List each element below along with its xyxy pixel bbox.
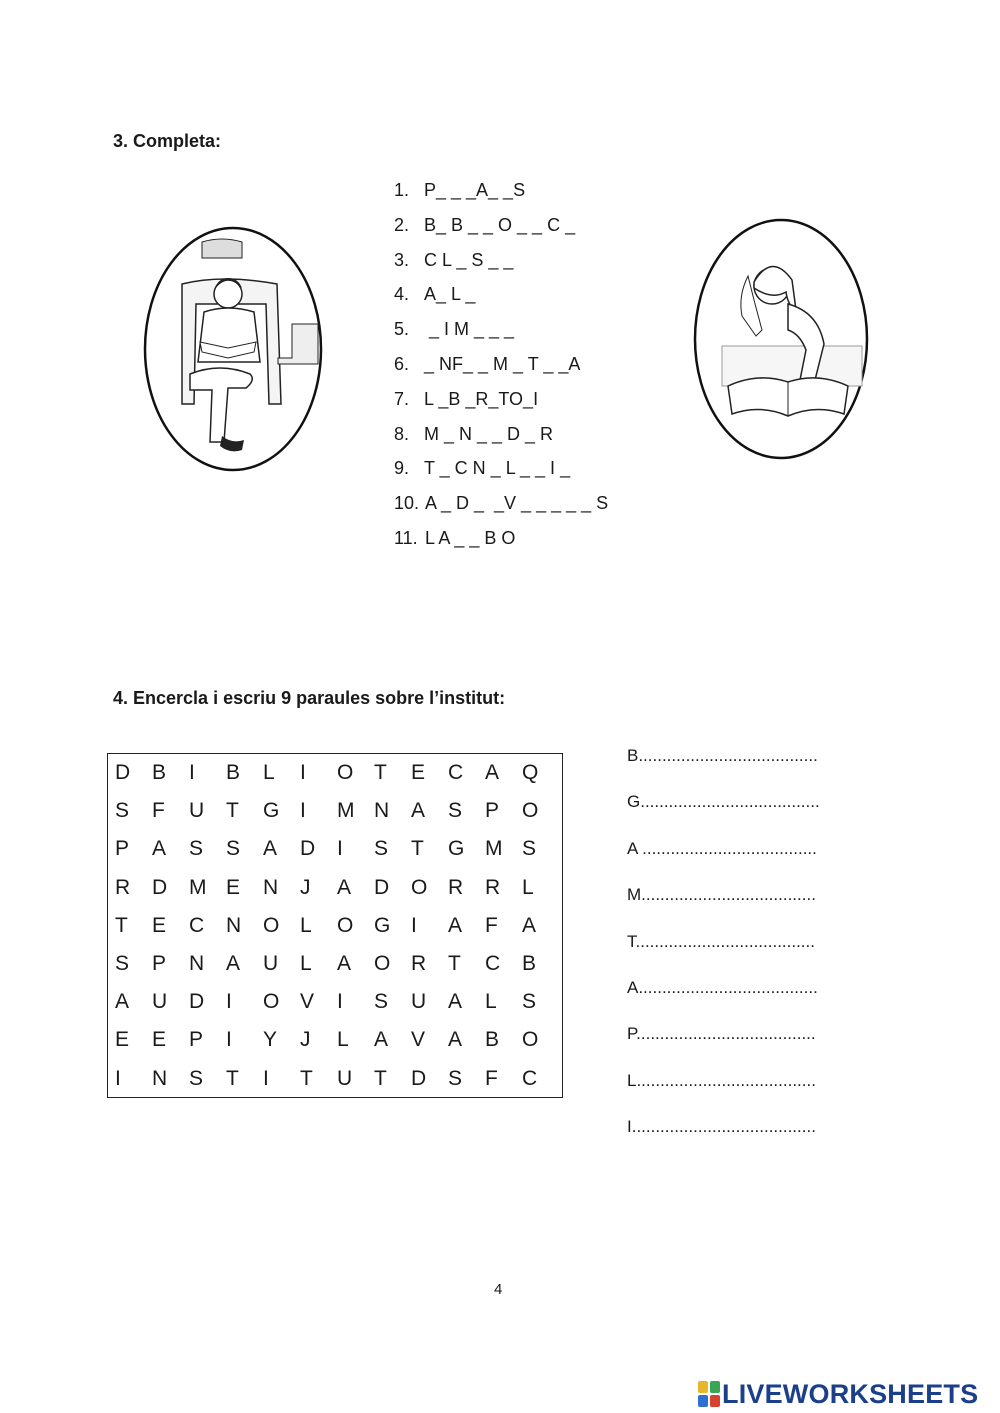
grid-cell[interactable]: I bbox=[337, 837, 343, 861]
grid-cell[interactable]: A bbox=[522, 913, 537, 937]
grid-cell[interactable]: N bbox=[374, 799, 390, 823]
grid-cell[interactable]: O bbox=[263, 913, 280, 937]
list-item bbox=[394, 177, 608, 212]
grid-cell[interactable]: N bbox=[226, 913, 242, 937]
clue-text: P_ _ _A_ _S bbox=[424, 180, 526, 200]
grid-cell[interactable]: O bbox=[522, 799, 539, 823]
clue-text: _ I M _ _ _ bbox=[424, 319, 515, 340]
grid-cell[interactable]: B bbox=[226, 761, 241, 785]
grid-cell[interactable]: J bbox=[300, 1028, 311, 1052]
grid-cell[interactable]: G bbox=[263, 799, 280, 823]
grid-cell[interactable]: S bbox=[189, 837, 204, 861]
grid-cell[interactable]: L bbox=[485, 990, 497, 1014]
item-number: 1. bbox=[394, 180, 410, 200]
answer-line[interactable]: T...................................... bbox=[627, 931, 815, 951]
grid-cell[interactable]: A bbox=[485, 761, 500, 785]
grid-cell[interactable]: S bbox=[189, 1066, 204, 1090]
boy-reading-illustration bbox=[142, 224, 324, 474]
list-item bbox=[394, 490, 608, 525]
grid-cell[interactable]: B bbox=[485, 1028, 500, 1052]
grid-cell[interactable]: O bbox=[374, 952, 391, 976]
answer-line[interactable]: G...................................... bbox=[627, 792, 820, 812]
grid-cell[interactable]: N bbox=[263, 875, 279, 899]
grid-cell[interactable]: F bbox=[485, 1066, 498, 1090]
grid-cell[interactable]: B bbox=[522, 952, 537, 976]
grid-cell[interactable]: S bbox=[374, 990, 389, 1014]
grid-cell[interactable]: P bbox=[115, 837, 130, 861]
grid-cell[interactable]: U bbox=[263, 952, 279, 976]
exercise-3-heading: 3. Completa: bbox=[113, 131, 222, 151]
grid-cell[interactable]: C bbox=[448, 761, 464, 785]
answer-lines bbox=[627, 744, 820, 1162]
answer-line[interactable]: B...................................... bbox=[627, 746, 818, 765]
item-number: 10. bbox=[394, 493, 420, 514]
grid-cell[interactable]: T bbox=[411, 837, 424, 861]
grid-cell[interactable]: I bbox=[337, 990, 343, 1014]
answer-line[interactable]: A...................................... bbox=[627, 977, 818, 997]
grid-cell[interactable]: E bbox=[411, 761, 426, 785]
grid-cell[interactable]: I bbox=[300, 799, 306, 823]
grid-cell[interactable]: O bbox=[337, 761, 354, 785]
clue-text: C L _ S _ _ bbox=[424, 249, 514, 270]
exercise-4-heading: 4. Encercla i escriu 9 paraules sobre l’institut: bbox=[113, 688, 506, 708]
grid-cell[interactable]: U bbox=[411, 990, 427, 1014]
grid-cell[interactable]: O bbox=[522, 1028, 539, 1052]
grid-cell[interactable]: T bbox=[226, 799, 239, 823]
clue-text: A_ L _ bbox=[424, 284, 476, 305]
grid-cell[interactable]: T bbox=[374, 1066, 387, 1090]
grid-cell[interactable]: B bbox=[152, 761, 167, 785]
liveworksheets-logo-icon bbox=[698, 1381, 720, 1407]
item-number: 4. bbox=[394, 284, 410, 305]
grid-cell[interactable]: R bbox=[448, 875, 464, 899]
grid-cell[interactable]: A bbox=[448, 913, 463, 937]
grid-cell[interactable]: I bbox=[189, 761, 195, 785]
grid-cell[interactable]: S bbox=[115, 799, 130, 823]
grid-cell[interactable]: M bbox=[485, 837, 503, 861]
grid-cell[interactable]: A bbox=[448, 1028, 463, 1052]
grid-cell[interactable]: M bbox=[337, 799, 355, 823]
grid-cell[interactable]: D bbox=[189, 990, 205, 1014]
grid-cell[interactable]: C bbox=[522, 1066, 538, 1090]
grid-cell[interactable]: A bbox=[115, 990, 130, 1014]
grid-cell[interactable]: Q bbox=[522, 761, 539, 785]
fill-in-word-list bbox=[394, 177, 608, 560]
grid-cell[interactable]: E bbox=[152, 913, 167, 937]
grid-cell[interactable]: A bbox=[152, 837, 167, 861]
grid-cell[interactable]: P bbox=[152, 952, 167, 976]
grid-cell[interactable]: R bbox=[485, 875, 501, 899]
grid-cell[interactable]: G bbox=[448, 837, 465, 861]
clue-text: L A _ _ B O bbox=[425, 527, 516, 548]
answer-line[interactable]: I....................................... bbox=[627, 1117, 816, 1137]
list-item bbox=[394, 247, 608, 282]
brand-footer[interactable] bbox=[698, 1379, 978, 1409]
grid-cell[interactable]: O bbox=[263, 990, 280, 1014]
grid-cell[interactable]: I bbox=[226, 990, 232, 1014]
grid-cell[interactable]: I bbox=[263, 1066, 269, 1090]
clue-text: A _ D _ _V _ _ _ _ _ S bbox=[425, 493, 609, 514]
grid-cell[interactable]: C bbox=[485, 952, 501, 976]
grid-cell[interactable]: G bbox=[374, 913, 391, 937]
grid-cell[interactable]: N bbox=[152, 1066, 168, 1090]
grid-cell[interactable]: R bbox=[411, 952, 427, 976]
item-number: 6. bbox=[394, 353, 410, 374]
grid-cell[interactable]: O bbox=[411, 875, 428, 899]
clue-text: M _ N _ _ D _ R bbox=[424, 423, 554, 444]
clue-text: T _ C N _ L _ _ I _ bbox=[424, 458, 571, 479]
grid-cell[interactable]: D bbox=[115, 761, 131, 785]
grid-cell[interactable]: P bbox=[485, 799, 500, 823]
grid-cell[interactable]: D bbox=[152, 875, 168, 899]
grid-cell[interactable]: F bbox=[485, 913, 498, 937]
list-item bbox=[394, 281, 608, 316]
grid-cell[interactable]: L bbox=[300, 913, 312, 937]
grid-cell[interactable]: T bbox=[300, 1066, 313, 1090]
grid-cell[interactable]: E bbox=[152, 1028, 167, 1052]
item-number: 11. bbox=[394, 527, 418, 548]
grid-cell[interactable]: M bbox=[189, 875, 207, 899]
grid-cell[interactable]: A bbox=[337, 875, 352, 899]
grid-cell[interactable]: R bbox=[115, 875, 131, 899]
grid-cell[interactable]: U bbox=[337, 1066, 353, 1090]
list-item bbox=[394, 525, 608, 560]
grid-cell[interactable]: I bbox=[115, 1066, 121, 1090]
clue-text: B_ B _ _ O _ _ C _ bbox=[424, 214, 576, 235]
grid-cell[interactable]: T bbox=[374, 761, 387, 785]
grid-cell[interactable]: S bbox=[522, 837, 537, 861]
grid-cell[interactable]: T bbox=[448, 952, 461, 976]
grid-cell[interactable]: V bbox=[411, 1028, 426, 1052]
girl-studying-illustration bbox=[692, 216, 870, 462]
grid-cell[interactable]: A bbox=[374, 1028, 389, 1052]
grid-cell[interactable]: J bbox=[300, 875, 311, 899]
grid-cell[interactable]: P bbox=[189, 1028, 204, 1052]
grid-cell[interactable]: D bbox=[300, 837, 316, 861]
item-number: 9. bbox=[394, 458, 410, 479]
grid-cell[interactable]: T bbox=[226, 1066, 239, 1090]
grid-cell[interactable]: D bbox=[374, 875, 390, 899]
item-number: 3. bbox=[394, 249, 410, 270]
grid-cell[interactable]: I bbox=[300, 761, 306, 785]
item-number: 8. bbox=[394, 423, 410, 444]
grid-cell[interactable]: S bbox=[448, 1066, 463, 1090]
grid-cell[interactable]: U bbox=[152, 990, 168, 1014]
list-item bbox=[394, 455, 608, 490]
item-number: 5. bbox=[394, 319, 410, 340]
brand-name: LIVEWORKSHEETS bbox=[722, 1378, 979, 1409]
grid-cell[interactable]: E bbox=[226, 875, 241, 899]
answer-line[interactable]: L...................................... bbox=[627, 1070, 816, 1090]
grid-cell[interactable]: O bbox=[337, 913, 354, 937]
grid-cell[interactable]: C bbox=[189, 913, 205, 937]
grid-cell[interactable]: I bbox=[226, 1028, 232, 1052]
grid-cell[interactable]: D bbox=[411, 1066, 427, 1090]
grid-cell[interactable]: N bbox=[189, 952, 205, 976]
grid-cell[interactable]: A bbox=[337, 952, 352, 976]
item-number: 7. bbox=[394, 388, 410, 409]
grid-cell[interactable]: V bbox=[300, 990, 315, 1014]
list-item bbox=[394, 351, 608, 386]
grid-cell[interactable]: A bbox=[448, 990, 463, 1014]
grid-cell[interactable]: S bbox=[522, 990, 537, 1014]
item-number: 2. bbox=[394, 214, 410, 235]
word-search-grid[interactable] bbox=[107, 753, 563, 1098]
list-item bbox=[394, 316, 608, 351]
clue-text: _ NF_ _ M _ T _ _A bbox=[424, 353, 581, 374]
grid-cell[interactable]: S bbox=[115, 952, 130, 976]
page-number: 4 bbox=[494, 1281, 503, 1298]
list-item bbox=[394, 421, 608, 456]
answer-line[interactable]: M..................................... bbox=[627, 885, 816, 905]
grid-cell[interactable]: S bbox=[448, 799, 463, 823]
grid-cell[interactable]: T bbox=[115, 913, 128, 937]
grid-cell[interactable]: L bbox=[337, 1028, 349, 1052]
grid-cell[interactable]: L bbox=[522, 875, 534, 899]
grid-cell[interactable]: A bbox=[411, 799, 426, 823]
grid-cell[interactable]: A bbox=[226, 952, 241, 976]
grid-cell[interactable]: L bbox=[300, 952, 312, 976]
grid-cell[interactable]: L bbox=[263, 761, 275, 785]
clue-text: L _B _R_TO_I bbox=[424, 388, 539, 409]
grid-cell[interactable]: S bbox=[374, 837, 389, 861]
grid-cell[interactable]: Y bbox=[263, 1028, 278, 1052]
grid-cell[interactable]: F bbox=[152, 799, 165, 823]
answer-line[interactable]: A ..................................... bbox=[627, 838, 817, 858]
grid-cell[interactable]: I bbox=[411, 913, 417, 937]
grid-cell[interactable]: S bbox=[226, 837, 241, 861]
list-item bbox=[394, 386, 608, 421]
grid-cell[interactable]: A bbox=[263, 837, 278, 861]
list-item bbox=[394, 212, 608, 247]
answer-line[interactable]: P...................................... bbox=[627, 1024, 816, 1044]
grid-cell[interactable]: E bbox=[115, 1028, 130, 1052]
grid-cell[interactable]: U bbox=[189, 799, 205, 823]
